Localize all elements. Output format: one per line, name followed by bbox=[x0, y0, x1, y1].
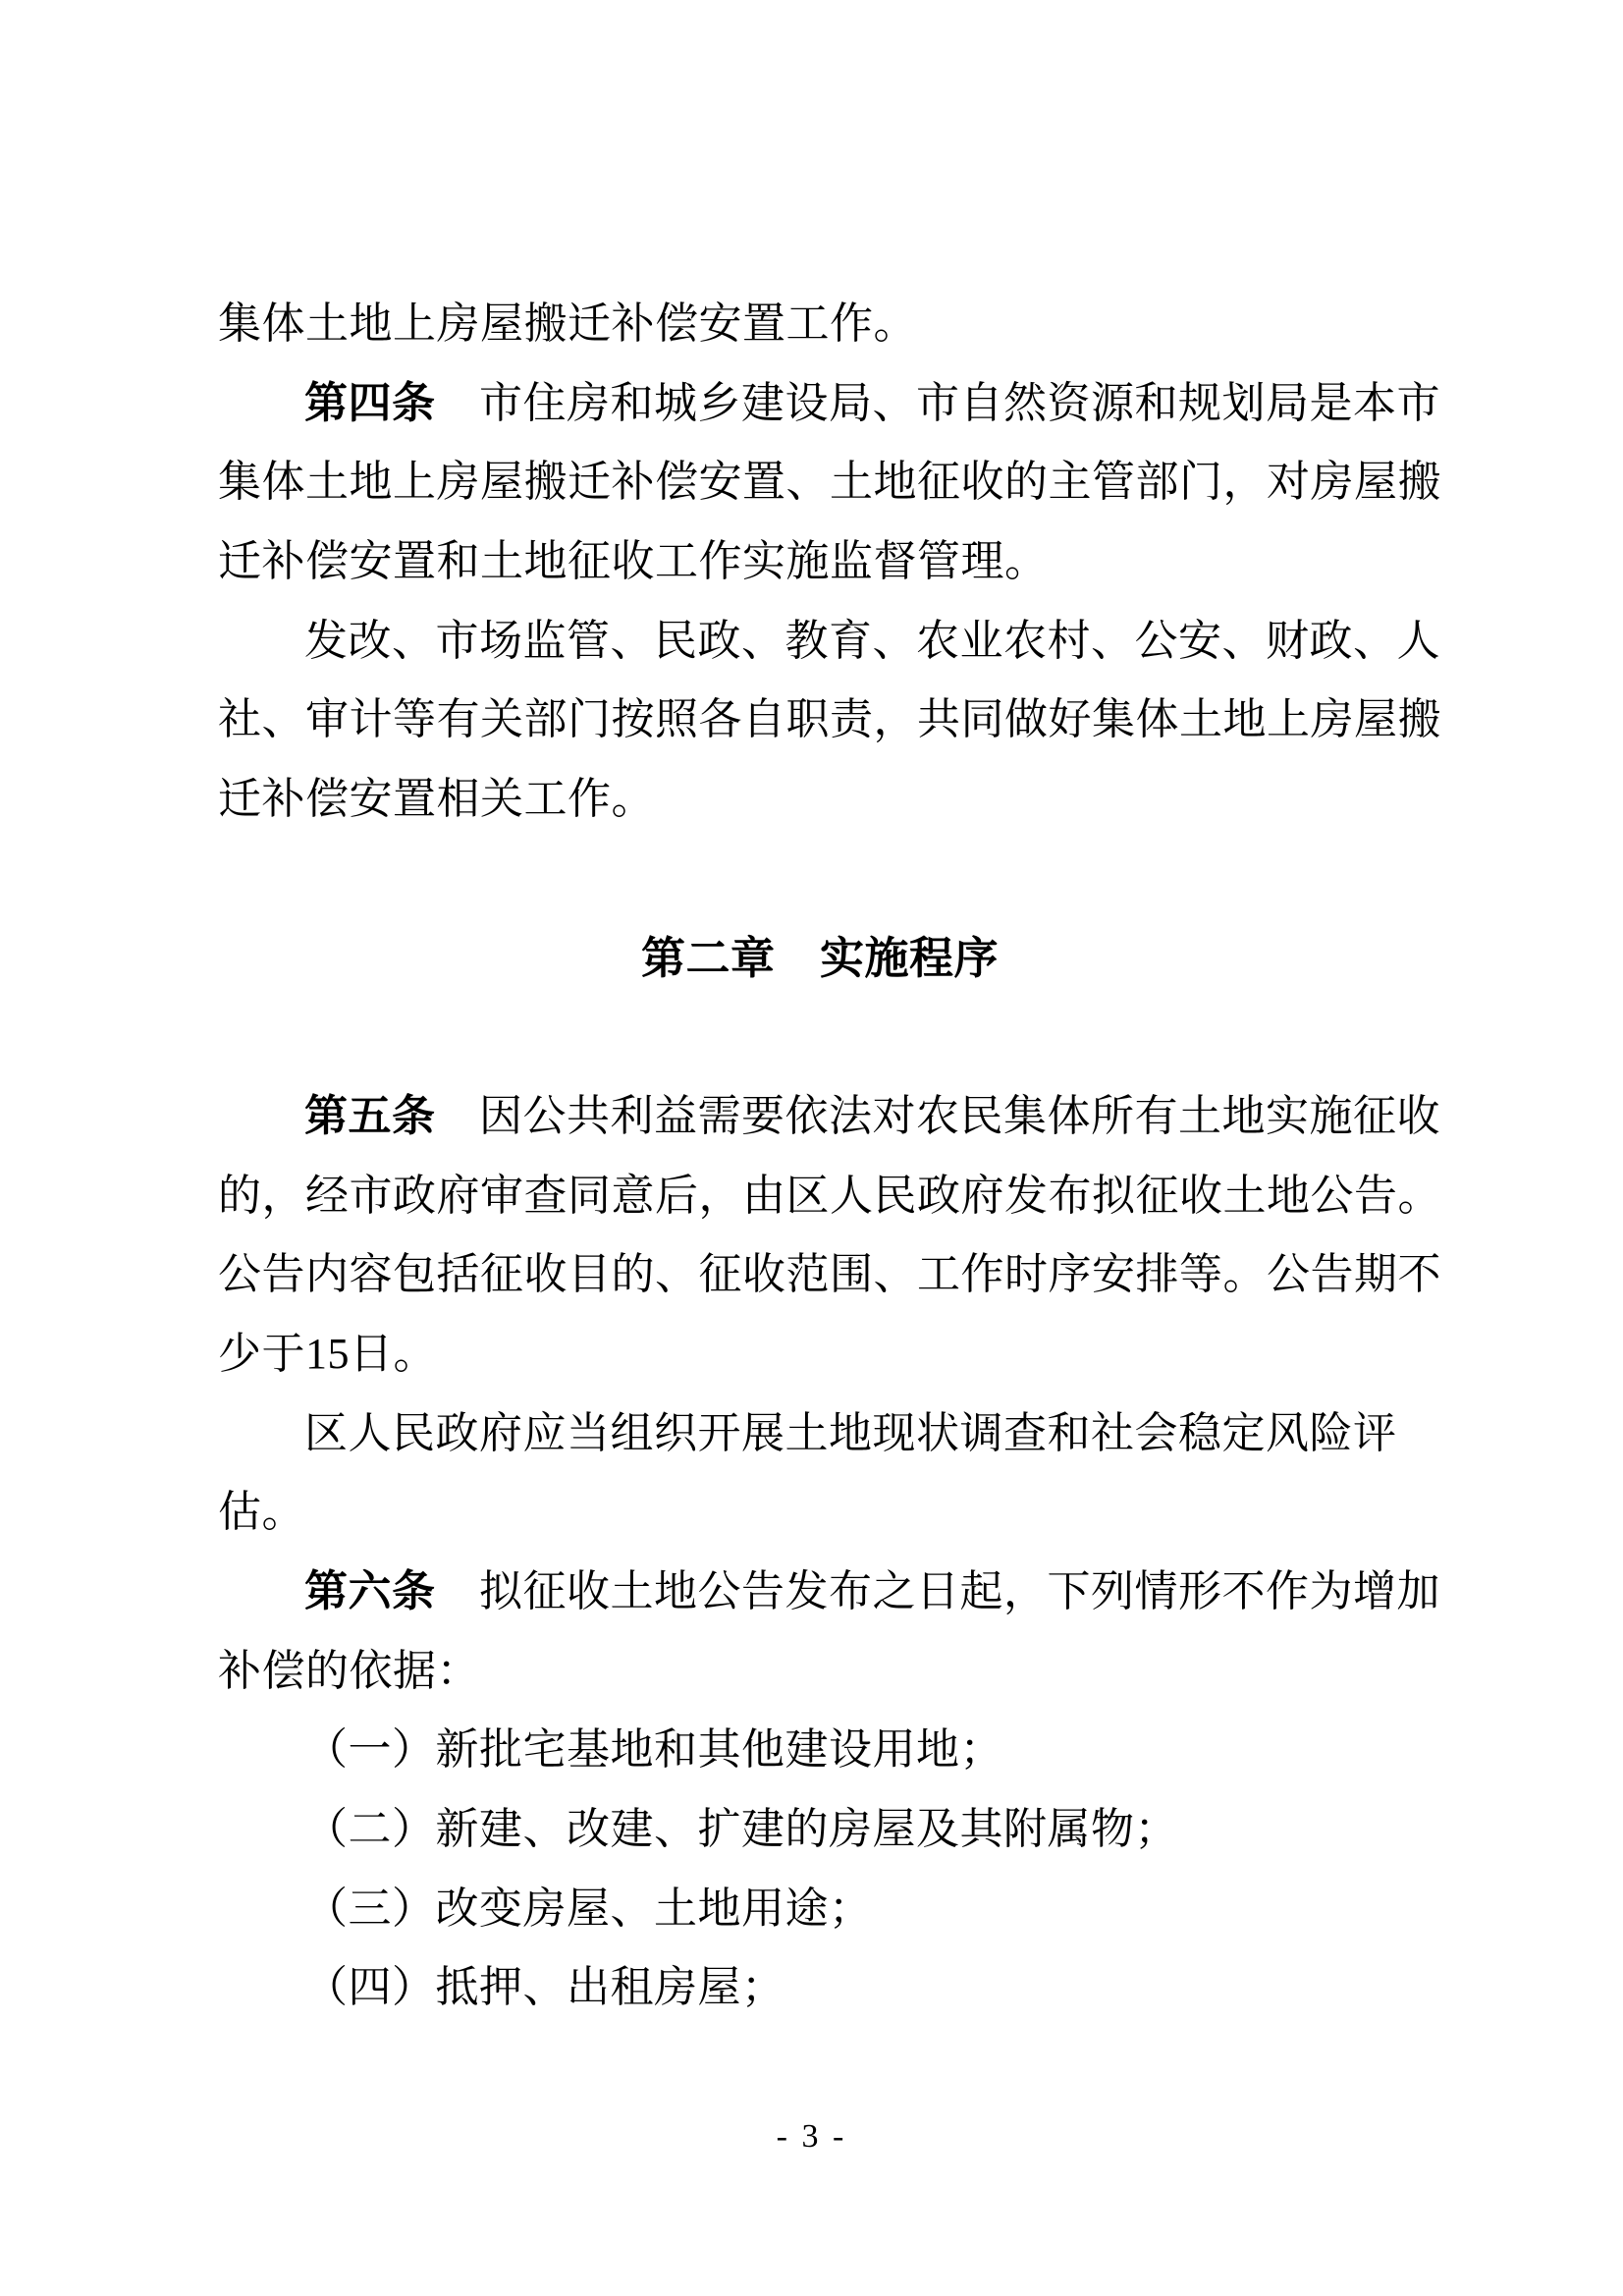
line-text: 迁补偿安置和土地征收工作实施监督管理。 bbox=[218, 537, 1049, 586]
line-text: 少于15日。 bbox=[218, 1329, 437, 1378]
line-text: 市住房和城乡建设局、市自然资源和规划局是本市 bbox=[435, 378, 1440, 427]
line-text: （四）抵押、出租房屋； bbox=[304, 1963, 785, 2012]
line-text: 迁补偿安置相关工作。 bbox=[218, 775, 655, 824]
document-line bbox=[218, 1632, 1422, 1712]
document-line bbox=[218, 1077, 1440, 1157]
line-text: （二）新建、改建、扩建的房屋及其附属物； bbox=[304, 1805, 1178, 1854]
document-line bbox=[218, 1157, 1441, 1236]
document-line bbox=[218, 1553, 1440, 1632]
document-line bbox=[218, 285, 1422, 364]
line-text: 区人民政府应当组织开展土地现状调查和社会稳定风险评 bbox=[304, 1408, 1397, 1457]
document-line bbox=[218, 1711, 1422, 1790]
line-text: 估。 bbox=[218, 1488, 305, 1537]
document-line bbox=[218, 1315, 1422, 1394]
line-text: 发改、市场监管、民政、教育、农业农村、公安、财政、人 bbox=[304, 616, 1440, 665]
line-text: 因公共利益需要依法对农民集体所有土地实施征收 bbox=[435, 1091, 1440, 1140]
line-text: 拟征收土地公告发布之日起，下列情形不作为增加 bbox=[435, 1567, 1440, 1615]
document-line bbox=[218, 760, 1422, 840]
line-text: 的，经市政府审查同意后，由区人民政府发布拟征收土地公告。 bbox=[218, 1171, 1441, 1220]
article-label: 第五条 bbox=[304, 1091, 436, 1140]
document-line bbox=[218, 1948, 1422, 2028]
article-label: 第四条 bbox=[304, 378, 436, 427]
page-number: - 3 - bbox=[776, 2118, 847, 2155]
line-text: 补偿的依据： bbox=[218, 1646, 480, 1695]
line-text: 集体土地上房屋搬迁补偿安置、土地征收的主管部门，对房屋搬 bbox=[218, 458, 1441, 507]
document-line bbox=[218, 1790, 1422, 1870]
document-line bbox=[218, 1473, 1422, 1553]
document-line bbox=[218, 364, 1440, 444]
line-text: 集体土地上房屋搬迁补偿安置工作。 bbox=[218, 300, 917, 348]
line-text: （一）新批宅基地和其他建设用地； bbox=[304, 1725, 1003, 1775]
article-label: 第二章 实施程序 bbox=[640, 932, 999, 983]
document-line bbox=[218, 443, 1441, 522]
article-label: 第六条 bbox=[304, 1567, 436, 1615]
document-line bbox=[218, 1394, 1422, 1474]
document-body bbox=[218, 285, 1441, 2028]
document-line bbox=[218, 1870, 1422, 1949]
document-line bbox=[218, 602, 1440, 682]
document-line bbox=[218, 1235, 1441, 1315]
line-text: （三）改变房屋、土地用途； bbox=[304, 1884, 873, 1933]
line-text: 社、审计等有关部门按照各自职责，共同做好集体土地上房屋搬 bbox=[218, 695, 1441, 744]
line-text: 公告内容包括征收目的、征收范围、工作时序安排等。公告期不 bbox=[218, 1250, 1441, 1299]
chapter-heading bbox=[218, 919, 1422, 999]
document-line bbox=[218, 681, 1441, 760]
document-line bbox=[218, 522, 1422, 602]
